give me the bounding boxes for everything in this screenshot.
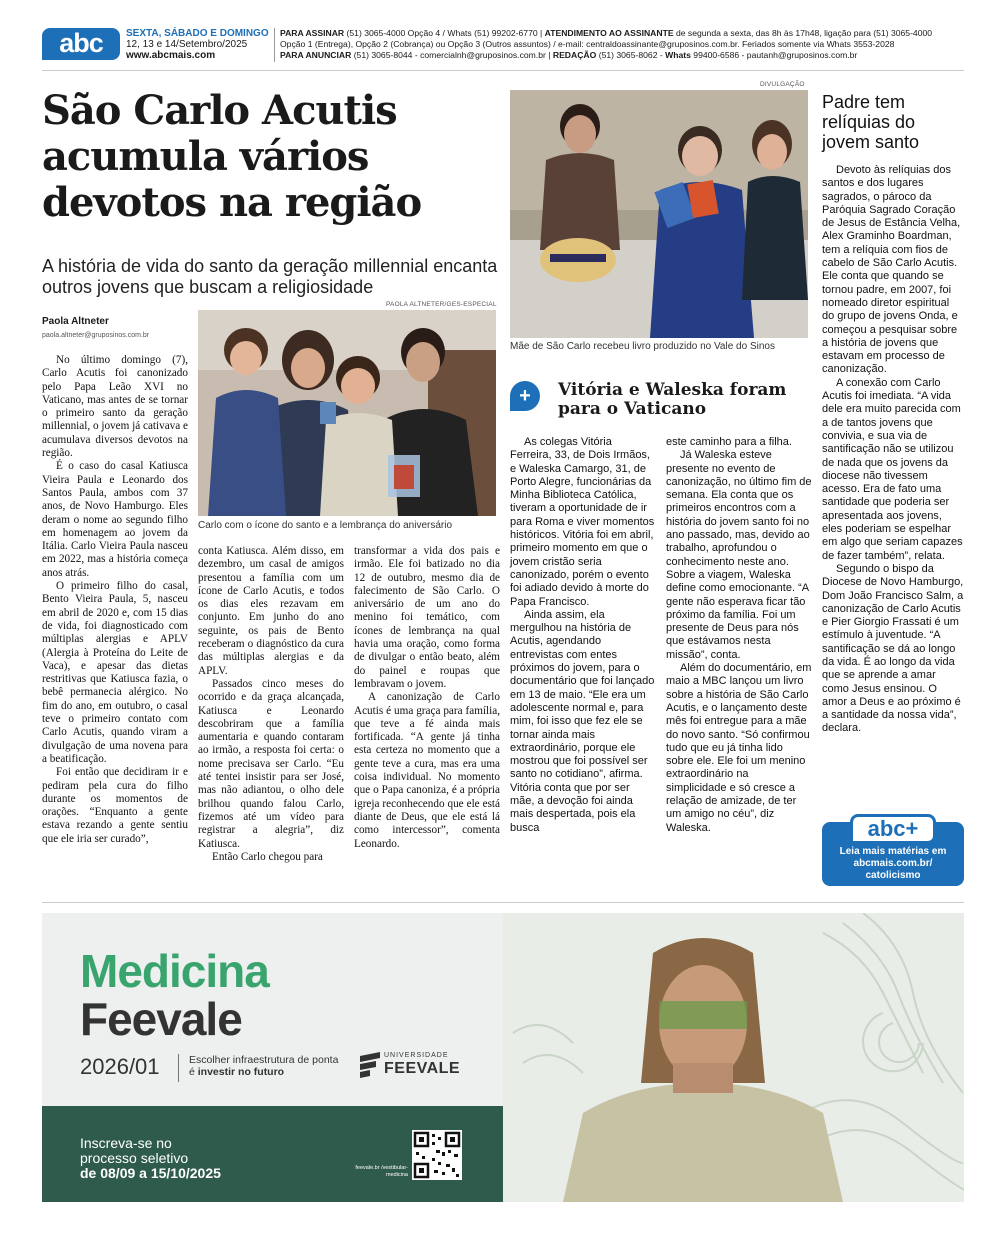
header-separator — [274, 28, 275, 62]
subscribe-text: (51) 3065-4000 Opção 4 / Whats (51) 99202-6770 | — [346, 28, 543, 38]
newsroom-text: (51) 3065-8062 - — [598, 50, 663, 60]
paragraph: As colegas Vitória Ferreira, 33, de Dois Irmãos, e Waleska Camargo, 31, de Porto Alegre, funcionárias da Minha Biblioteca Católica, tiveram a oportunidade de ir para Roma e viver momentos históricos. Vitória foi em abril, primeiro momento em que o jovem cristão seria canonizado, porém o evento foi adiado devido à morte do Papa Francisco. — [510, 436, 655, 608]
family-photo — [198, 310, 496, 516]
paragraph: Além do documentário, em maio a MBC lançou um livro sobre a história de São Carlo Acutis, e o lançamento deste mês foi entregue para a mãe do novo santo. “Só confirmou tudo que eu já tinha lido sobre ele. Ele foi um menino extraordinário na simplicidade e só cresce a relação de amizade, de ter um amigo no céu”, diz Waleska. — [666, 662, 812, 834]
paragraph: O primeiro filho do casal, Bento Vieira Paula, 5, nasceu em abril de 2020 e, com 15 dias de vida, foi diagnosticado com múltiplas alergias e APLV (Alergia à Proteína do Leite de Vaca), e apesar das dietas restritivas que Katiusca fazia, o bebê permanecia alérgico. No fim do ano, em outubro, o casal teve o primeiro contato com Carlo Acutis, quando viram a divulgação de uma novena para a beatificação. — [42, 580, 188, 765]
ad-url[interactable]: feevale.br /vestibular-medicina — [355, 1165, 408, 1178]
article-author: Paola Altneter — [42, 316, 109, 327]
header-rule — [42, 70, 964, 71]
paragraph: este caminho para a filha. — [666, 436, 792, 448]
support-text-2: Opção 1 (Entrega), Opção 2 (Cobrança) ou Opção 3 (Outros assuntos) / e-mail: centraldoassinante@gruposinos.com.br. Feriados somente via Whats 3553-2028 — [280, 39, 895, 49]
paragraph: Então Carlo chegou para — [212, 850, 323, 863]
cta-dates: de 08/09 a 15/10/2025 — [80, 1165, 221, 1181]
support-label: ATENDIMENTO AO ASSINANTE — [544, 28, 674, 38]
ad-cta[interactable] — [80, 1136, 340, 1181]
ad-year-separator — [178, 1054, 179, 1082]
box-title: Vitória e Waleska foram para o Vaticano — [558, 380, 787, 419]
article-column-3 — [354, 545, 500, 851]
sidebar-title: Padre tem relíquias do jovem santo — [822, 92, 920, 152]
article-column-1 — [42, 354, 188, 846]
edition-days: SEXTA, SÁBADO E DOMINGO — [126, 28, 269, 39]
author-email[interactable]: paola.altneter@gruposinos.com.br — [42, 332, 150, 339]
paragraph: Devoto às relíquias dos santos e dos lugares sagrados, o pároco da Paróquia Sagrado Coração de Jesus de Estância Velha, Alex Graminho Boardman, tem a relíquia com fios de cabelo de São Carlo Acutis. Ele conta que quando se tornou padre, em 2007, foi nomeado diretor espiritual do grupo de jovens Onda, e começou a pesquisar sobre a história de jovens que estavam em processo de canonização. — [822, 164, 961, 376]
article-column-2 — [198, 545, 344, 864]
sidebar-column — [822, 164, 964, 736]
photo-credit: PAOLA ALTNETER/GES-ESPECIAL — [386, 301, 497, 308]
box-column-2 — [666, 436, 812, 835]
ad-title-medicina: Medicina — [80, 945, 269, 997]
ad-photo — [503, 913, 964, 1202]
paragraph: Ainda assim, ela mergulhou na história de Acutis, agendando entrevistas com entes próximos do jovem, para o documentário que foi lançado em 13 de maio. “Ele era um adolescente normal e, para mim, foi isso que fez ele se tornar ainda mais extraordinário, porque ele mostrou que foi possível ser santo no cotidiano”, afirma. Vitória conta que por ser mãe, a devoção foi ainda mais despertada, pois ela busca — [510, 608, 655, 834]
ad-tagline — [189, 1054, 339, 1078]
paragraph: A conexão com Carlo Acutis foi imediata. “A vida dele era muito parecida com a de tantos jovens que convivia, e sua via de santificação não se utilizou de nada que os jovens da diocese não tivessem acesso. Era de fato uma santidade que poderia ser apresentada aos jovens, eles poderiam se espelhar em algo que seriam capazes de fazer também”, relata. — [822, 376, 963, 562]
cta-line-2: processo seletivo — [80, 1150, 189, 1166]
header-contact-info — [280, 28, 970, 61]
abc-plus-promo[interactable] — [822, 816, 964, 886]
promo-text: Leia mais matérias em abcmais.com.br/ catolicismo — [839, 846, 947, 881]
photo-caption: Carlo com o ícone do santo e a lembrança do aniversário — [198, 520, 453, 531]
box-column-1 — [510, 436, 656, 835]
box-photo-credit: DIVULGAÇÃO — [760, 81, 805, 88]
site-link[interactable]: www.abcmais.com — [126, 50, 216, 61]
paragraph: Já Waleska esteve presente no evento de canonização, no último fim de semana. Ela conta que os primeiros encontros com a história do jovem santo foi no ano passado, mas, devido ao trabalho, aprofundou o conhecimento neste ano. Sobre a viagem, Waleska define como emocionante. “A gente não esperava ficar tão próximo da família. Foi um presente de Deus para nós que estávamos nesta missão”, conta. — [666, 449, 812, 661]
edition-date — [126, 28, 276, 61]
article-headline: São Carlo Acutis acumula vários devotos na região — [42, 87, 422, 226]
newsroom-label: REDAÇÃO — [552, 50, 597, 60]
abc-plus-logo: abc+ — [850, 814, 936, 844]
ad-title-feevale: Feevale — [80, 993, 242, 1045]
qr-code-icon[interactable] — [412, 1130, 462, 1180]
abc-logo: abc — [42, 28, 120, 60]
whats-text: 99400-6586 - pautanh@gruposinos.com.br — [693, 50, 858, 60]
advertise-text: (51) 3065-8044 - comercialnh@gruposinos.com.br | — [353, 50, 551, 60]
paragraph: No último domingo (7), Carlo Acutis foi canonizado pelo Papa Leão XVI no Vaticano, mas antes de se tornar o primeiro santo da geração millennial, o jovem já cativava e acumulava diversos devotos na região. — [42, 354, 189, 460]
cta-line-1: Inscreva-se no — [80, 1135, 172, 1151]
whats-label: Whats — [665, 50, 691, 60]
plus-icon: + — [510, 381, 540, 411]
vatican-photo — [510, 90, 808, 338]
box-photo-caption: Mãe de São Carlo recebeu livro produzido no Vale do Sinos — [510, 341, 775, 352]
article-subhead: A história de vida do santo da geração millennial encanta outros jovens que buscam a religiosidade — [42, 256, 498, 297]
edition-date-text: 12, 13 e 14/Setembro/2025 — [126, 39, 248, 50]
paragraph: Segundo o bispo da Diocese de Novo Hamburgo, Dom João Francisco Salm, a canonização de Carlo Acutis e Pier Giorgio Frassati é um estímulo à juventude. “A santificação se dá ao longo da vida. É ao longo da vida que se aprende a amar como Jesus ensinou. O amor a Deus e ao próximo é a santidade da nossa vida”, declara. — [822, 562, 964, 735]
brand-big: FEEVALE — [384, 1060, 461, 1077]
advertise-label: PARA ANUNCIAR — [280, 50, 352, 60]
brand-small: UNIVERSIDADE — [384, 1052, 449, 1059]
paragraph: conta Katiusca. Além disso, em dezembro, um casal de amigos presentou a família com um ícone de Carlo Acutis, e todos os dias eles rezavam em conjunto. Em junho do ano seguinte, os pais de Bento receberam o diagnóstico da cura das múltiplas alergias e da APLV. — [198, 545, 344, 677]
support-text: de segunda a sexta, das 8h às 17h48, ligação para (51) 3065-4000 — [675, 28, 933, 38]
ad-tagline-a: Escolher infraestrutura de ponta é — [189, 1054, 339, 1078]
paragraph: É o caso do casal Katiusca Vieira Paula e Leonardo dos Santos Paula, ambos com 37 anos, de Novo Hamburgo. Eles deram o nome ao segundo filho em homenagem ao jovem da Itália. Carlo Vieira Paula nasceu em 2022, mas a história começa anos atrás. — [42, 460, 188, 579]
paragraph: Foi então que decidiram ir e pediram pela cura do filho durante os momentos de orações. “Enquanto a gente estava rezando a gente sentiu que ele iria ser curado”, — [42, 766, 188, 845]
ad-tagline-b: investir no futuro — [197, 1066, 285, 1078]
paragraph: Passados cinco meses do ocorrido e da graça alcançada, Katiusca e Leonardo descobriram que a família aumentaria e quando contaram ao irmão, a resposta foi certa: o nome precisava ser Carlo. “Eu até tentei insistir para ser José, mas não adiantou, o olho dele brilhou quando falou Carlo, fizemos até um vídeo para registrar a alegria”, diz Katiusca. — [198, 677, 344, 850]
ad-year: 2026/01 — [80, 1054, 160, 1079]
ad-separator — [42, 902, 964, 903]
paragraph: transformar a vida dos pais e irmão. Ele foi batizado no dia 12 de outubro, mesmo dia de falecimento de São Carlo. O aniversário de um ano do menino foi temático, com ícones de lembrança na qual havia uma oração, como forma de divulgar o então beato, além do painel e roupas que lembravam o jovem. — [354, 545, 500, 690]
subscribe-label: PARA ASSINAR — [280, 28, 345, 38]
feevale-emblem-icon — [360, 1052, 380, 1078]
paragraph: A canonização de Carlo Acutis é uma graça para família, que teve a fé ainda mais fortificada. “A gente já tinha esta certeza no momento que a gente teve a cura, mas era uma coisa individual. No momento que o Papa canoniza, é a própria igreja reconhecendo que ele está diante de Deus, que ele está lá como intercessor”, comenta Leonardo. — [354, 691, 500, 850]
feevale-logo — [360, 1050, 470, 1080]
